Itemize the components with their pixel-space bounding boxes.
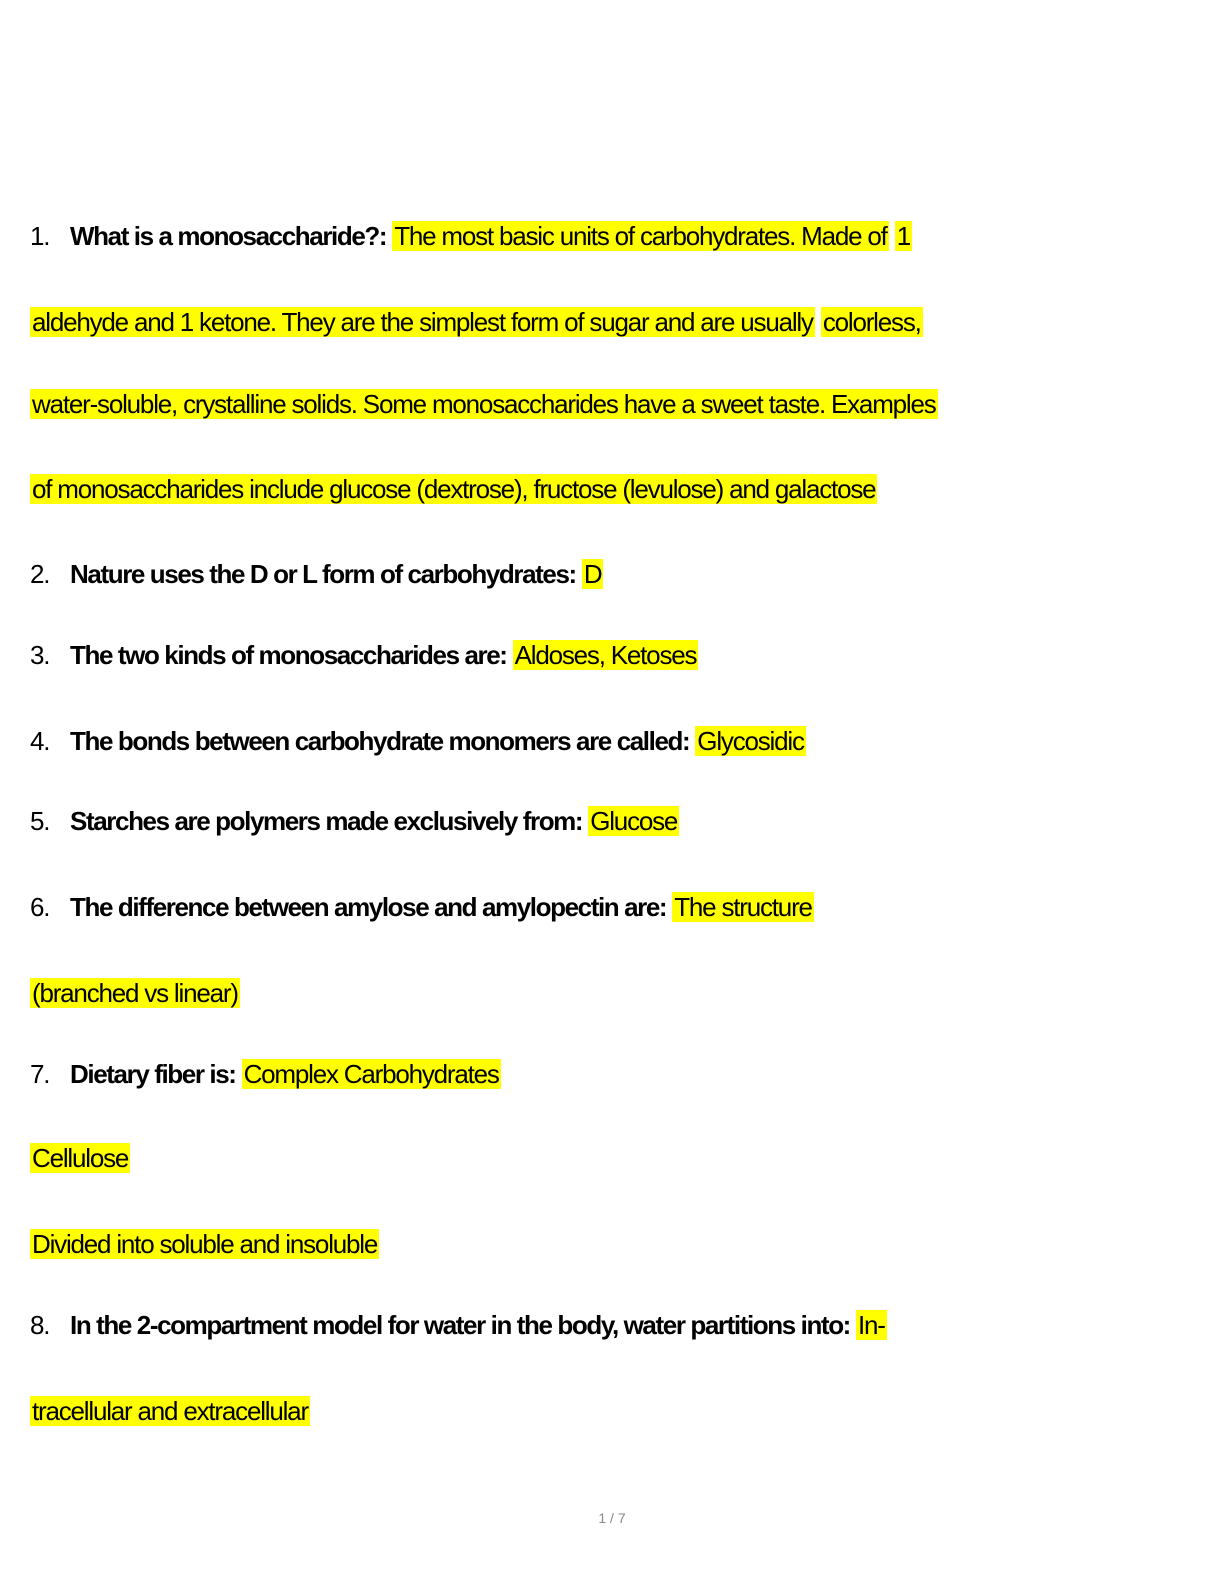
question-text: The difference between amylose and amylopectin are: <box>70 892 667 922</box>
answer-highlight: D <box>583 559 602 589</box>
question-number: 3. <box>30 640 50 670</box>
answer-highlight: water-soluble, crystalline solids. Some monosaccharides have a sweet taste. Examples <box>32 389 936 419</box>
answer-highlight: colorless, <box>822 307 921 337</box>
answer-highlight: aldehyde and 1 ketone. They are the simplest form of sugar and are usually <box>32 307 813 337</box>
answer-highlight: Cellulose <box>32 1143 129 1173</box>
question-text: In the 2-compartment model for water in the body, water partitions into: <box>70 1310 850 1340</box>
answer-line <box>30 1222 379 1266</box>
answer-highlight: The structure <box>674 892 812 922</box>
answer-highlight: of monosaccharides include glucose (dextrose), fructose (levulose) and galactose <box>32 474 876 504</box>
question-4 <box>30 719 806 763</box>
question-text: Dietary fiber is: <box>70 1059 236 1089</box>
question-number: 8. <box>30 1310 50 1340</box>
question-text: The two kinds of monosaccharides are: <box>70 640 507 670</box>
question-1 <box>30 214 912 258</box>
question-number: 6. <box>30 892 50 922</box>
question-2 <box>30 552 603 596</box>
question-text: Starches are polymers made exclusively from: <box>70 806 583 836</box>
answer-highlight: Complex Carbohydrates <box>243 1059 499 1089</box>
answer-line <box>30 382 938 426</box>
question-number: 1. <box>30 221 50 251</box>
question-number: 2. <box>30 559 50 589</box>
question-number: 5. <box>30 806 50 836</box>
answer-highlight: Aldoses, Ketoses <box>514 640 697 670</box>
answer-highlight: 1 <box>896 221 910 251</box>
answer-line <box>30 1136 130 1180</box>
question-8 <box>30 1303 887 1347</box>
question-7 <box>30 1052 501 1096</box>
answer-highlight: (branched vs linear) <box>32 978 238 1008</box>
answer-line <box>30 300 923 344</box>
answer-highlight: In- <box>857 1310 885 1340</box>
answer-highlight: Glycosidic <box>697 726 804 756</box>
question-6 <box>30 885 814 929</box>
page-indicator: 1 / 7 <box>598 1510 626 1526</box>
question-3 <box>30 633 698 677</box>
question-text: Nature uses the D or L form of carbohydrates: <box>70 559 576 589</box>
answer-line <box>30 1389 310 1433</box>
question-text: What is a monosaccharide?: <box>70 221 387 251</box>
answer-highlight: tracellular and extracellular <box>32 1396 308 1426</box>
question-number: 4. <box>30 726 50 756</box>
question-number: 7. <box>30 1059 50 1089</box>
answer-highlight: The most basic units of carbohydrates. Made of <box>394 221 887 251</box>
answer-highlight: Divided into soluble and insoluble <box>32 1229 378 1259</box>
question-5 <box>30 799 679 843</box>
answer-highlight: Glucose <box>590 806 678 836</box>
answer-line <box>30 467 877 511</box>
answer-line <box>30 971 240 1015</box>
question-text: The bonds between carbohydrate monomers are called: <box>70 726 690 756</box>
